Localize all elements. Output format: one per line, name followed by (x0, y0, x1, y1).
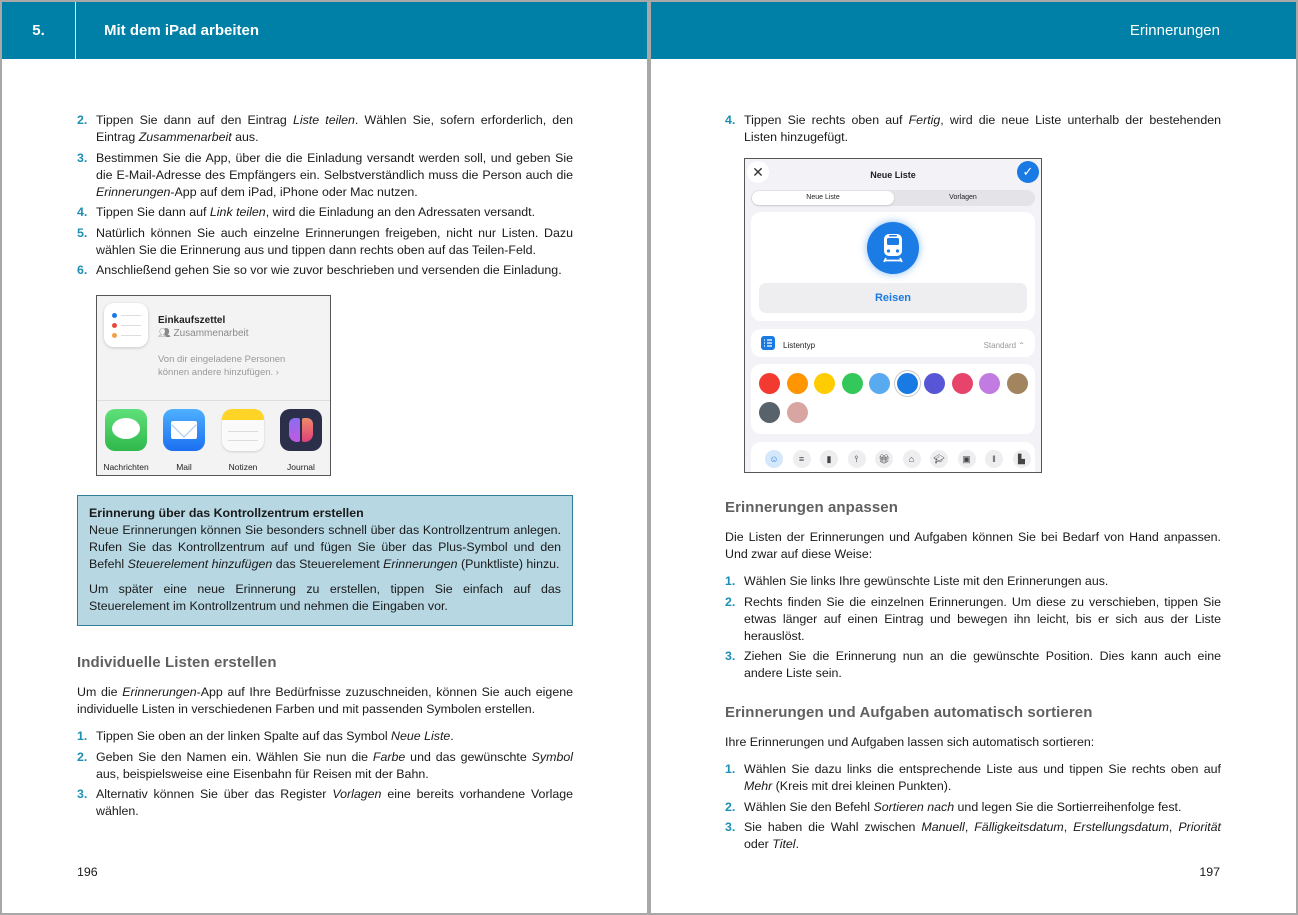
step-item: 4. Tippen Sie dann auf Link teilen, wird die Einladung an den Adressaten versandt. (77, 205, 536, 219)
symbol-smiley-icon[interactable]: ☺ (765, 450, 783, 468)
color-picker (751, 364, 1035, 434)
reminders-app-icon (104, 303, 148, 347)
section-heading: Erinnerungen und Aufgaben automatisch sortieren (725, 704, 1093, 721)
running-title: Erinnerungen (1129, 22, 1220, 39)
step-number: 3. (77, 787, 88, 801)
color-swatch-pink[interactable] (952, 373, 973, 394)
list-type-icon (761, 336, 775, 350)
step-number: 1. (77, 729, 88, 743)
step-number: 3. (725, 820, 736, 834)
shared-list-title: Einkaufszettel (158, 315, 226, 326)
step-item: 3. Alternativ können Sie über das Register Vorlagen eine bereits vorhandene Vorlage wählen. (77, 787, 573, 818)
step-number: 2. (77, 749, 88, 764)
list-type-row[interactable] (751, 329, 1035, 357)
section-intro: Um die Erinnerungen-App auf Ihre Bedürfnisse zuzuschneiden, können Sie auch eigene individuelle Listen in verschiedenen Farben und mit passenden Symbolen erstellen. (77, 685, 573, 716)
color-swatch-green[interactable] (842, 373, 863, 394)
right-page (651, 2, 1296, 913)
steps-list-top (725, 112, 1221, 146)
page-number: 196 (77, 865, 98, 879)
steps-list (77, 728, 573, 820)
people-icon: 👥︎ (158, 328, 174, 339)
color-swatch-indigo[interactable] (924, 373, 945, 394)
step-number: 1. (725, 574, 736, 588)
list-name-input[interactable]: Reisen (759, 283, 1027, 313)
step-item: 1. Wählen Sie links Ihre gewünschte Liste mit den Erinnerungen aus. (725, 574, 1109, 588)
color-swatch-orange[interactable] (787, 373, 808, 394)
info-box-paragraph: Um später eine neue Erinnerung zu erstellen, tippen Sie einfach auf das Steuerelement im Kontrollzentrum und nehmen die Eingaben vor. (89, 582, 561, 613)
color-swatch-yellow[interactable] (814, 373, 835, 394)
train-icon (867, 222, 919, 274)
segmented-control (751, 190, 1035, 206)
color-swatch-rose[interactable] (787, 402, 808, 423)
step-item: 3. Ziehen Sie die Erinnerung nun an die gewünschte Position. Dies kann auch eine andere Liste sein. (725, 649, 1221, 680)
dialog-title: Neue Liste (870, 170, 916, 180)
list-preview-card (751, 212, 1035, 321)
info-box-paragraph: Neue Erinnerungen können Sie besonders schnell über das Kontrollzentrum anlegen. Rufen Sie das Kontrollzentrum auf und fügen Sie über das Plus-Symbol und den Befehl Steuerelement hinzufügen das Steuerelement Erinnerungen (Punktliste) hinzu. (89, 523, 561, 571)
mail-icon (163, 409, 205, 451)
messages-icon (105, 409, 147, 451)
color-swatch-light-blue[interactable] (869, 373, 890, 394)
step-number: 4. (77, 205, 88, 219)
section-intro: Die Listen der Erinnerungen und Aufgaben können Sie bei Bedarf von Hand anpassen. Und zwar auf diese Weise: (725, 530, 1221, 561)
done-button[interactable] (1017, 161, 1039, 183)
left-page (2, 2, 647, 913)
step-item: 3. Bestimmen Sie die App, über die die Einladung versandt werden soll, und geben Sie die E-Mail-Adresse des Empfängers ein. Selbstverständlich muss die Person auch die Erinnerungen-App auf dem iPad, iPhone oder Mac nutzen. (77, 150, 573, 199)
steps-list-top (77, 112, 573, 279)
step-number: 2. (725, 594, 736, 609)
symbol-document-icon[interactable]: ▙ (1013, 450, 1031, 468)
color-swatch-blue-selected[interactable] (897, 373, 918, 394)
step-item: 2. Rechts finden Sie die einzelnen Erinnerungen. Um diese zu verschieben, tippen Sie etwas länger auf einen Eintrag und bewegen ihn leicht, bis er sich aus der Liste herauslöst. (725, 594, 1221, 643)
share-app-notes[interactable]: Notizen (219, 409, 267, 476)
chapter-number: 5. (2, 2, 76, 59)
symbol-gift-icon[interactable]: 🎁︎ (875, 450, 893, 468)
page-number: 197 (1199, 865, 1220, 879)
step-number: 2. (725, 799, 736, 814)
close-icon: ✕ (752, 164, 764, 180)
divider (97, 400, 330, 401)
step-number: 6. (77, 263, 88, 277)
color-swatch-slate[interactable] (759, 402, 780, 423)
tab-new-list[interactable]: Neue Liste (752, 191, 894, 205)
section-intro: Ihre Erinnerungen und Aufgaben lassen sich automatisch sortieren: (725, 735, 1095, 749)
tab-templates[interactable]: Vorlagen (949, 194, 977, 201)
share-app-messages[interactable]: Nachrichten (102, 409, 150, 476)
step-item: 2. Geben Sie den Namen ein. Wählen Sie nun die Farbe und das gewünschte Symbol aus, beispielsweise eine Eisenbahn für Reisen mit der Bahn. (77, 749, 573, 781)
info-box (77, 495, 573, 626)
new-list-dialog-screenshot (744, 158, 1042, 473)
step-number: 4. (725, 113, 736, 127)
step-item: 1. Wählen Sie dazu links die entsprechende Liste aus und tippen Sie rechts oben auf Mehr (Kreis mit drei kleinen Punkten). (725, 762, 1221, 793)
step-item: 6. Anschließend gehen Sie so vor wie zuvor beschrieben und versenden die Einladung. (77, 263, 562, 277)
step-item: 2. Wählen Sie den Befehl Sortieren nach und legen Sie die Sortierreihenfolge fest. (725, 799, 1182, 814)
chapter-header (651, 2, 1296, 59)
step-number: 1. (725, 762, 736, 776)
share-sheet-screenshot (96, 295, 331, 476)
color-swatch-red[interactable] (759, 373, 780, 394)
collaboration-label[interactable]: 👥︎ Zusammenarbeit (158, 328, 249, 339)
chapter-header (2, 2, 647, 59)
step-number: 3. (725, 649, 736, 663)
info-box-title: Erinnerung über das Kontrollzentrum erstellen (89, 506, 364, 520)
step-item: 1. Tippen Sie oben an der linken Spalte auf das Symbol Neue Liste. (77, 729, 454, 743)
symbol-pin-icon[interactable]: ⫯ (848, 450, 866, 468)
symbol-picker (751, 442, 1035, 473)
list-type-label: Listentyp (783, 341, 816, 350)
section-heading: Individuelle Listen erstellen (77, 654, 277, 671)
notes-icon (222, 409, 264, 451)
permissions-info[interactable]: Von dir eingeladene Personen können andere hinzufügen. › (158, 354, 286, 378)
step-number: 3. (77, 150, 88, 165)
checkmark-icon: ✓ (1022, 164, 1034, 179)
symbol-graduation-cap-icon[interactable]: 🎓︎ (930, 450, 948, 468)
step-item: 4. Tippen Sie rechts oben auf Fertig, wird die neue Liste unterhalb der bestehenden Listen hinzugefügt. (725, 113, 1222, 144)
symbol-backpack-icon[interactable]: ▣ (958, 450, 976, 468)
step-number: 5. (77, 225, 88, 240)
step-item: 5. Natürlich können Sie auch einzelne Erinnerungen freigeben, nicht nur Listen. Dazu wählen Sie die Erinnerung aus und tippen dann rechts oben auf das Teilen-Feld. (77, 225, 573, 257)
step-item: 3. Sie haben die Wahl zwischen Manuell, Fälligkeitsdatum, Erstellungsdatum, Priorität oder Titel. (725, 820, 1222, 851)
symbol-cake-icon[interactable]: ⌂ (903, 450, 921, 468)
right-content (725, 112, 1221, 857)
symbol-list-icon[interactable]: ≡ (793, 450, 811, 468)
list-type-select[interactable]: Standard ⌃ (983, 341, 1025, 350)
symbol-bookmark-icon[interactable]: ▮ (820, 450, 838, 468)
color-swatch-purple[interactable] (979, 373, 1000, 394)
share-app-journal[interactable]: Journal (277, 409, 325, 476)
share-app-mail[interactable]: Mail (160, 409, 208, 476)
step-number: 2. (77, 113, 88, 127)
color-swatch-brown[interactable] (1007, 373, 1028, 394)
steps-list (725, 573, 1221, 682)
section-heading: Erinnerungen anpassen (725, 499, 898, 516)
left-content (77, 112, 573, 824)
step-item: 2. Tippen Sie dann auf den Eintrag Liste teilen. Wählen Sie, sofern erforderlich, den Eintrag Zusammenarbeit aus. (77, 113, 573, 144)
chapter-title: Mit dem iPad arbeiten (104, 22, 260, 39)
symbol-ruler-icon[interactable]: ‖ (985, 450, 1003, 468)
journal-icon (280, 409, 322, 451)
steps-list (725, 761, 1221, 853)
